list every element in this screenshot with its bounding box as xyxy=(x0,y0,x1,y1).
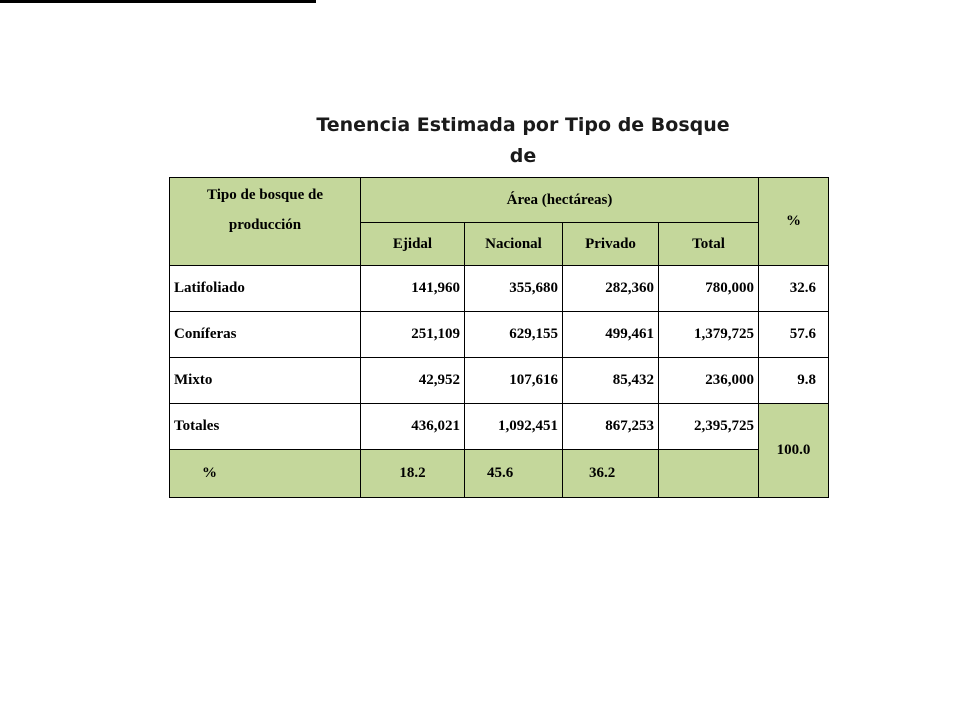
header-privado: Privado xyxy=(563,223,659,266)
totals-label: Totales xyxy=(170,404,361,450)
cell-privado: 282,360 xyxy=(563,266,659,312)
cell-total: 236,000 xyxy=(659,358,759,404)
cell-nacional: 355,680 xyxy=(465,266,563,312)
cell-total: 1,379,725 xyxy=(659,312,759,358)
totals-row xyxy=(170,404,829,450)
header-nacional: Nacional xyxy=(465,223,563,266)
cell-percent: 9.8 xyxy=(759,358,829,404)
totals-nacional: 1,092,451 xyxy=(465,404,563,450)
row-label: Coníferas xyxy=(170,312,361,358)
percent-row-label: % xyxy=(170,450,361,498)
totals-total: 2,395,725 xyxy=(659,404,759,450)
cell-ejidal: 251,109 xyxy=(361,312,465,358)
table-row xyxy=(170,266,829,312)
row-label: Latifoliado xyxy=(170,266,361,312)
slide-title-line-1: Tenencia Estimada por Tipo de Bosque de xyxy=(316,114,730,167)
cell-privado: 85,432 xyxy=(563,358,659,404)
totals-percent: 100.0 xyxy=(759,404,829,498)
cell-percent: 57.6 xyxy=(759,312,829,358)
totals-ejidal: 436,021 xyxy=(361,404,465,450)
percent-privado: 36.2 xyxy=(563,450,659,498)
cell-percent: 32.6 xyxy=(759,266,829,312)
percent-row xyxy=(170,450,829,498)
header-total: Total xyxy=(659,223,759,266)
cell-nacional: 629,155 xyxy=(465,312,563,358)
tenure-table xyxy=(169,177,829,498)
header-percent: % xyxy=(759,178,829,266)
cell-ejidal: 42,952 xyxy=(361,358,465,404)
percent-nacional: 45.6 xyxy=(465,450,563,498)
cell-total: 780,000 xyxy=(659,266,759,312)
table-row xyxy=(170,358,829,404)
header-forest-type: Tipo de bosque de producción xyxy=(170,178,361,266)
percent-ejidal: 18.2 xyxy=(361,450,465,498)
header-ejidal: Ejidal xyxy=(361,223,465,266)
row-label: Mixto xyxy=(170,358,361,404)
cell-nacional: 107,616 xyxy=(465,358,563,404)
percent-total-empty xyxy=(659,450,759,498)
header-area: Área (hectáreas) xyxy=(361,178,759,223)
cell-ejidal: 141,960 xyxy=(361,266,465,312)
table-row xyxy=(170,312,829,358)
top-rule xyxy=(0,0,316,3)
cell-privado: 499,461 xyxy=(563,312,659,358)
totals-privado: 867,253 xyxy=(563,404,659,450)
